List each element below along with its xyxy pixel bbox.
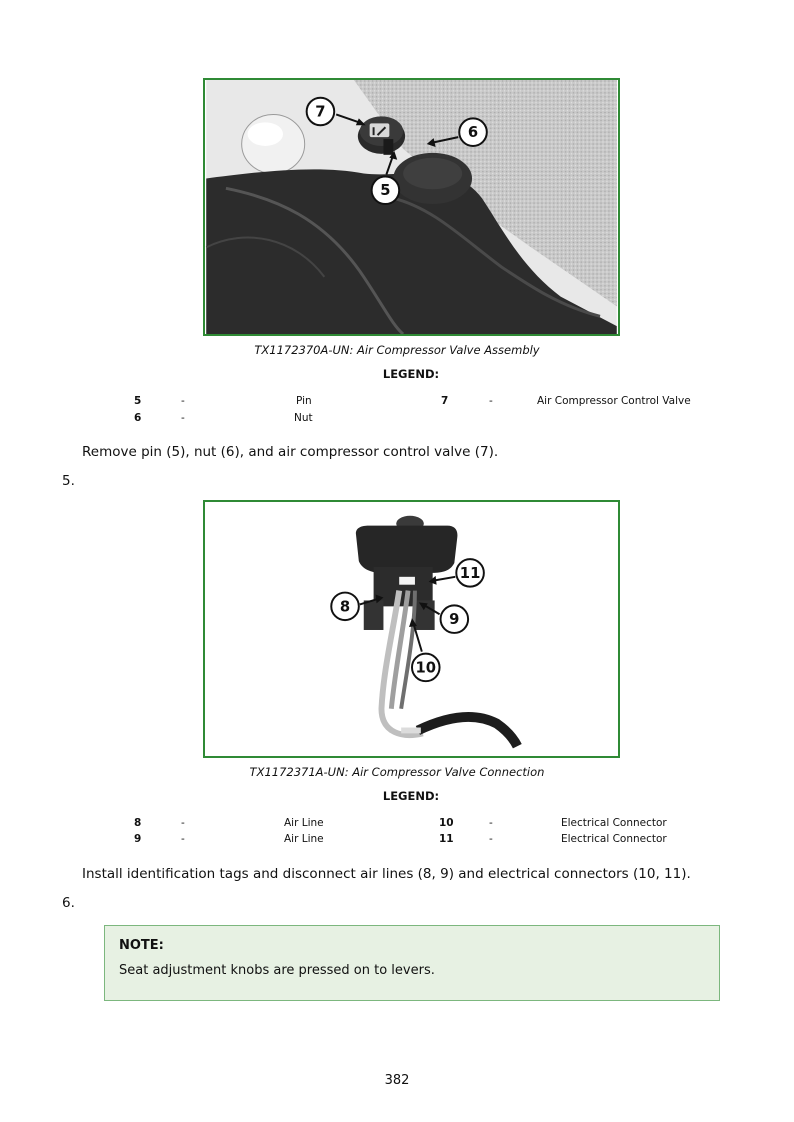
page-number: 382 — [384, 1073, 410, 1088]
legend-number: 8 — [134, 817, 142, 829]
note-box — [104, 925, 720, 1001]
instruction-disconnect-lines: Install identification tags and disconnect air lines (8, 9) and electrical connectors (10, 11). — [82, 866, 691, 882]
instruction-remove-valve: Remove pin (5), nut (6), and air compressor control valve (7). — [82, 444, 499, 460]
callout-10 — [412, 654, 440, 682]
figure-air-compressor-valve-assembly — [203, 78, 620, 336]
legend-dash: - — [181, 833, 185, 845]
legend-number: 7 — [441, 395, 449, 407]
legend-dash: - — [181, 395, 185, 407]
callout-8 — [331, 593, 359, 621]
legend-description: Electrical Connector — [561, 833, 667, 845]
legend-dash: - — [489, 395, 493, 407]
valve-assembly-photo — [205, 80, 618, 334]
legend-dash: - — [181, 817, 185, 829]
svg-text:9: 9 — [449, 611, 460, 629]
valve-connection-photo — [205, 502, 618, 756]
svg-text:11: 11 — [459, 564, 481, 582]
step-number-5: 5. — [62, 473, 75, 489]
figure2-legend-title: LEGEND: — [382, 789, 440, 803]
legend-dash: - — [181, 412, 185, 424]
callout-11 — [456, 559, 484, 587]
legend-number: 10 — [439, 817, 454, 829]
legend-dash: - — [489, 817, 493, 829]
callout-6 — [459, 118, 487, 146]
legend-dash: - — [489, 833, 493, 845]
figure-air-compressor-valve-connection — [203, 500, 620, 758]
legend-number: 11 — [439, 833, 454, 845]
legend-number: 9 — [134, 833, 142, 845]
callout-9 — [441, 605, 469, 633]
legend-number: 6 — [134, 412, 142, 424]
legend-number: 5 — [134, 395, 142, 407]
figure2-caption: TX1172371A-UN: Air Compressor Valve Connection — [249, 765, 545, 779]
callout-5 — [372, 176, 400, 204]
legend-description: Air Line — [284, 833, 324, 845]
legend-description: Electrical Connector — [561, 817, 667, 829]
svg-text:6: 6 — [467, 124, 479, 142]
figure1-legend-title: LEGEND: — [382, 367, 440, 381]
figure1-caption: TX1172370A-UN: Air Compressor Valve Assembly — [254, 343, 540, 357]
note-text: Seat adjustment knobs are pressed on to levers. — [119, 963, 435, 978]
callout-7 — [307, 98, 335, 126]
svg-text:5: 5 — [380, 182, 391, 200]
legend-description: Air Compressor Control Valve — [537, 395, 691, 407]
svg-text:8: 8 — [339, 598, 351, 616]
legend-description: Air Line — [284, 817, 324, 829]
svg-text:7: 7 — [315, 103, 326, 121]
legend-description: Nut — [294, 412, 313, 424]
legend-description: Pin — [296, 395, 312, 407]
svg-text:10: 10 — [415, 659, 437, 677]
note-title: NOTE: — [119, 938, 164, 953]
step-number-6: 6. — [62, 895, 75, 911]
